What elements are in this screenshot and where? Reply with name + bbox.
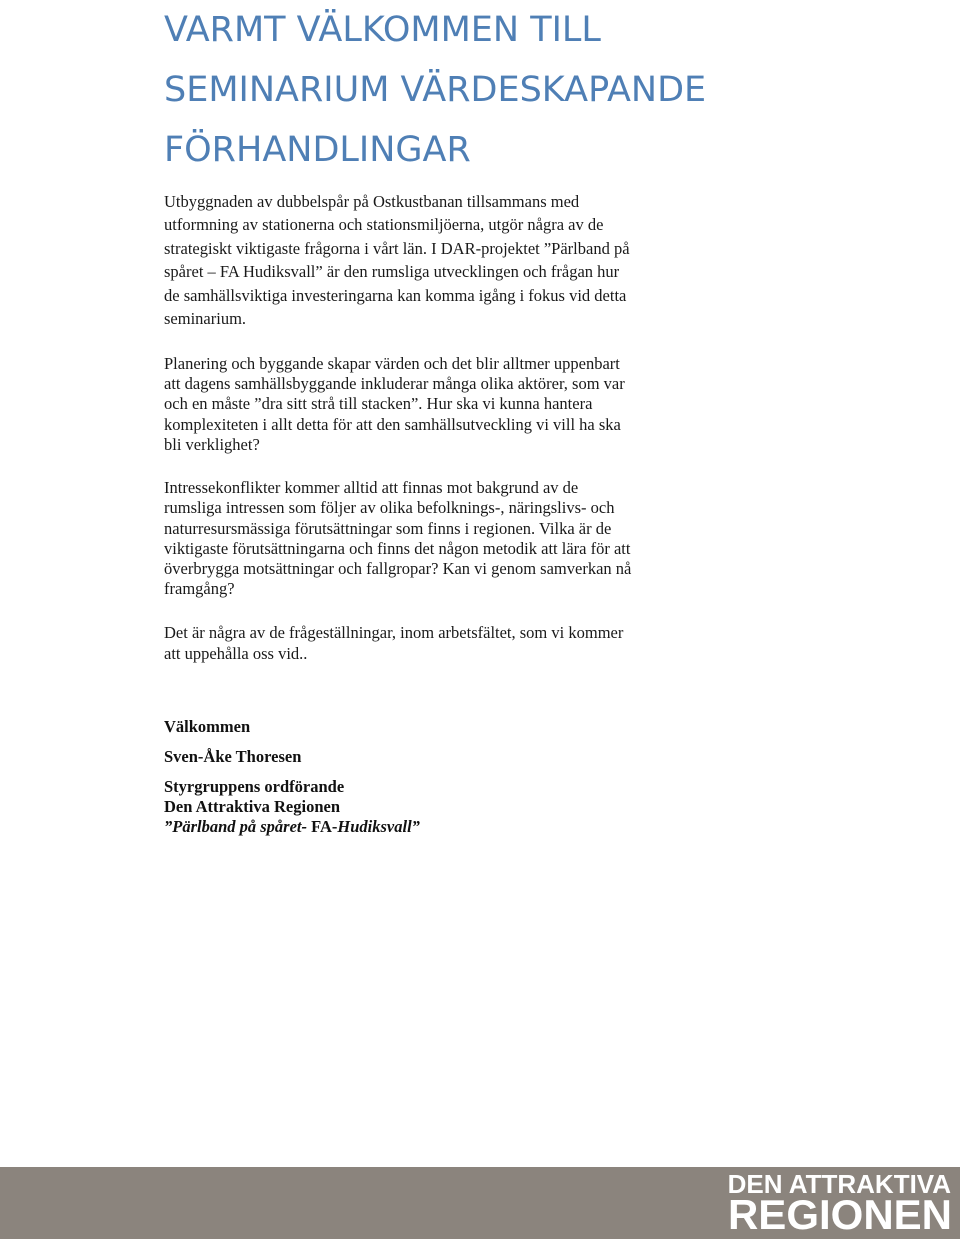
text-line: Planering och byggande skapar värden och det blir alltmer uppenbart — [164, 354, 620, 373]
text-line: Intressekonflikter kommer alltid att finnas mot bakgrund av de — [164, 478, 579, 497]
text-line: framgång? — [164, 579, 235, 599]
text-line: naturresursmässiga förutsättningar som finns i regionen. Vilka är de — [164, 518, 612, 538]
text-line: komplexiteten i allt detta för att den samhällsutveckling vi vill ha ska — [164, 414, 621, 434]
intro-paragraph — [164, 190, 684, 330]
signature-organization: Den Attraktiva Regionen — [164, 797, 340, 816]
text-line: Det är några av de frågeställningar, inom arbetsfältet, som vi kommer — [164, 623, 624, 642]
text-line: rumsliga intressen som följer av olika befolknings-, näringslivs- och — [164, 498, 615, 518]
text-line: seminarium. — [164, 309, 247, 329]
text-line: och en måste ”dra sitt strå till stacken”. Hur ska vi kunna hantera — [164, 394, 593, 414]
signature-welcome: Välkommen — [164, 717, 251, 736]
text-line: att dagens samhällsbyggande inkluderar många olika aktörer, som var — [164, 374, 625, 394]
title-line-1: VARMT VÄLKOMMEN TILL — [164, 10, 601, 50]
text-line: viktigaste förutsättningarna och finns det någon metodik att lära för att — [164, 538, 631, 558]
text-line: överbrygga motsättningar och fallgropar? Kan vi genom samverkan nå — [164, 559, 632, 579]
project-name-fa: FA- — [311, 817, 338, 836]
text-line: de samhällsviktiga investeringarna kan komma igång i fokus vid detta — [164, 285, 627, 305]
text-line: spåret – FA Hudiksvall” är den rumsliga utvecklingen och frågan hur — [164, 262, 620, 282]
title-line-3: FÖRHANDLINGAR — [164, 130, 471, 170]
signature-name: Sven-Åke Thoresen — [164, 747, 302, 766]
title-line-2: SEMINARIUM VÄRDESKAPANDE — [164, 70, 707, 110]
signature-project — [164, 817, 420, 837]
text-line: strategiskt viktigaste frågorna i vårt län. I DAR-projektet ”Pärlband på — [164, 238, 630, 258]
signature-role: Styrgruppens ordförande — [164, 777, 345, 796]
page-title — [164, 0, 864, 180]
project-name-end: Hudiksvall” — [337, 817, 420, 836]
text-line: att uppehålla oss vid.. — [164, 644, 308, 663]
conflicts-paragraph — [164, 478, 684, 600]
logo-text-top: DEN ATTRAKTIVA — [727, 1169, 951, 1199]
text-line: Utbyggnaden av dubbelspår på Ostkustbanan tillsammans med — [164, 192, 580, 211]
closing-paragraph — [164, 622, 684, 664]
text-line: bli verklighet? — [164, 434, 260, 454]
text-line: utformning av stationerna och stationsmiljöerna, utgör några av de — [164, 215, 604, 235]
project-name-start: ”Pärlband på spåret- — [164, 817, 312, 836]
logo-text-bottom: REGIONEN — [727, 1191, 952, 1238]
planning-paragraph — [164, 354, 684, 455]
